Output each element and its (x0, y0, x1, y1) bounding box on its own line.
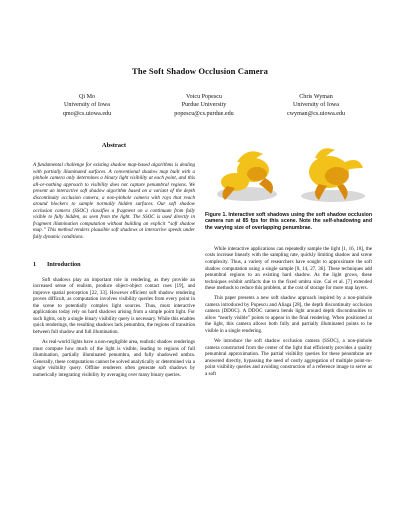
paragraph: Soft shadows play an important role in rendering, as they provide an increased sense of realism, produce object-object contact cues [19], and improve spatial perception [22, 33]. However efficient soft shadow rendering proves difficult, as computation involves visibility queries from every point in the scene to potentially complex light sources. Thus, most interactive applications today rely on hard shadows arising from a simple point light. For such lights, only a single binary visibility query is necessary. While this enables quick renderings, the resulting shadows lack penumbra, the regions of transition between full shadow and full illumination. (33, 276, 195, 335)
left-column (33, 142, 195, 382)
author-3 (256, 93, 376, 118)
figure-image-left (207, 142, 287, 204)
author-affiliation: University of Iowa (63, 102, 111, 109)
section-number: 1 (33, 260, 37, 268)
author-block (24, 93, 376, 123)
paragraph: While interactive applications can repeatedly sample the light [1, 16, 18], the costs increase linearly with the sampling rate, quickly limiting shadow and scene complexity. Thus, a variety of researchers have sought to approximate the soft shadow computation using a single sample [8, 14, 27, 36]. These techniques add penumbral regions to an existing hard shadow. As the light grows, these techniques exhibit artifacts due to the fixed umbra size. Cai et al. [7] extended these methods to reduce this problem, at the cost of storage for more map layers. (205, 245, 372, 292)
section-heading (33, 261, 195, 268)
right-body-text (205, 246, 372, 377)
author-1 (27, 93, 147, 118)
author-email: cwyman@cs.uiowa.edu (286, 110, 346, 117)
object-wing (345, 160, 363, 170)
author-affiliation: Purdue University (181, 102, 227, 109)
author-name: Voicu Popescu (186, 94, 222, 100)
section-title: Introduction (47, 260, 81, 268)
paragraph: This paper presents a new soft shadow approach inspired by a non-pinhole camera introduced by Popescu and Aliaga [28], the depth discontinuity occlusion camera (DDOC). A DDOC camera bends light around depth discontinuities to allow “nearly visible” points to appear in the final rendering. When positioned at the light, this camera allows both fully and partially illuminated points to be visible in a single rendering. (205, 295, 372, 334)
figure-image-right (293, 142, 373, 204)
abstract-text: A fundamental challenge for existing shadow map-based algorithms is dealing with partially illuminated surfaces. A conventional shadow map built with a pinhole camera only determines a binary light visibility at each point, and this all-or-nothing approach to visibility does not capture penumbral regions. We present an interactive soft shadow algorithm based on a variant of the depth discontinuity occlusion camera, a non-pinhole camera with rays that reach around blockers to sample normally hidden surfaces. Our soft shadow occlusion camera (SSOC) classifies a fragment on a continuum from fully visible to fully hidden, as seen from the light. The SSOC is used directly in fragment illumination computation without building an explicit “soft shadow map.” This method renders plausible soft shadows at interactive speeds under fully dynamic conditions. (33, 162, 195, 241)
author-name: Chris Wyman (299, 94, 333, 100)
paragraph: As real-world lights have a non-negligible area, realistic shadow renderings must compute how much of the light is visible, leading to regions of full illumination, partially illuminated penumbra, and fully shadowed umbra. Generally, these computations cannot be solved analytically or determined via a single visibility query. Offline renderers often generate soft shadows by numerically integrating visibility by averaging over many binary queries. (33, 338, 195, 378)
paragraph: We introduce the soft shadow occlusion camera (SSOC), a non-pinhole camera constructed from the center of the light that efficiently provides a quality penumbral approximation. The partial visibility queries for these penumbrae are answered directly, bypassing the need of costly aggregation of multiple point-to-point visibility queries and avoiding construction of a reference image to serve as a soft (205, 338, 372, 377)
object-shading (325, 167, 349, 185)
author-name: Qi Mo (78, 94, 96, 100)
figure-1 (205, 142, 372, 204)
left-body-text (33, 277, 195, 379)
author-email: qmo@cs.uiowa.edu (62, 110, 112, 117)
right-column (205, 142, 372, 381)
object-shading (247, 167, 267, 181)
paper-title: The Soft Shadow Occlusion Camera (132, 66, 268, 76)
author-2 (144, 93, 264, 118)
abstract-heading: Abstract (101, 142, 127, 149)
author-affiliation: University of Iowa (292, 102, 340, 109)
author-email: popescu@cs.purdue.edu (174, 110, 234, 117)
shadow-shape (301, 190, 365, 202)
figure-caption: Figure 1. Interactive soft shadows using the soft shadow occlusion camera run at 85 fps for this scene. Note the self-shadowing and the varying size of overlapping penumbrae. (205, 212, 372, 231)
